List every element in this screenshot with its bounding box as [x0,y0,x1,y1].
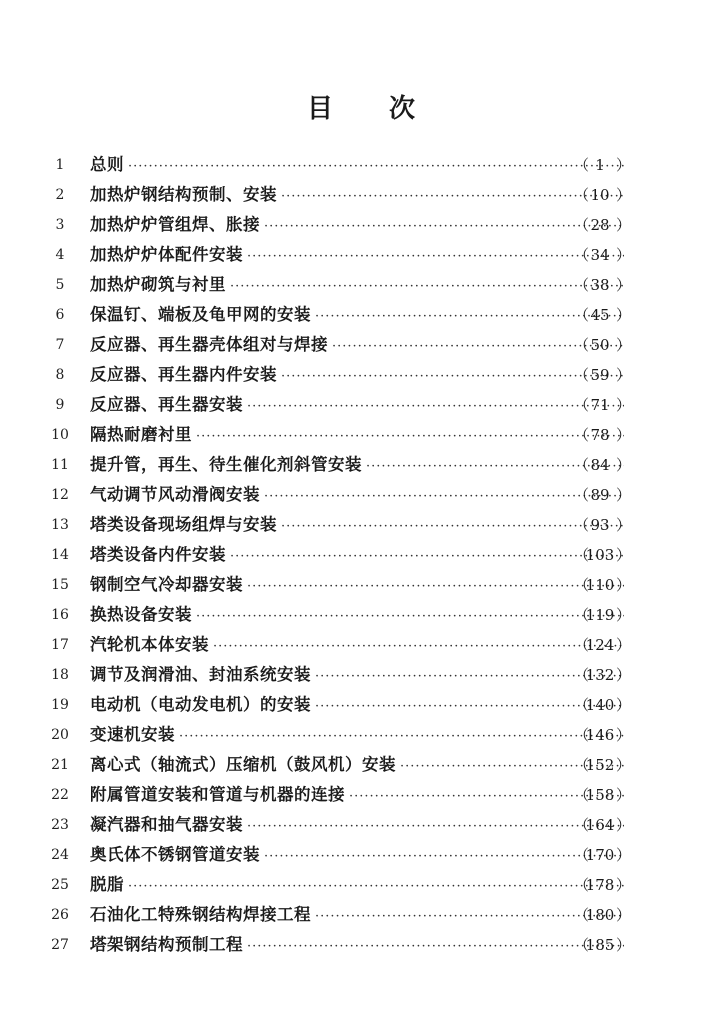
toc-entry-title: 奥氏体不锈钢管道安装 [90,845,260,864]
paren-close: ） [616,756,632,774]
paren-open: （ [574,516,590,534]
toc-entry-number: 8 [55,367,65,383]
toc-entry-line [90,300,632,332]
toc-entry-title: 加热炉砌筑与衬里 [90,275,226,294]
toc-page-number: 34 [590,246,610,264]
toc-entry-number: 7 [55,337,65,353]
paren-open: （ [574,546,590,564]
toc-entry-number: 4 [55,247,65,263]
toc-entry-line [90,510,632,542]
paren-open: （ [574,756,590,774]
paren-open: （ [574,636,590,654]
toc-page-number: 28 [590,216,610,234]
toc-entry [0,660,724,690]
toc-entry [0,180,724,210]
toc-entry-title: 汽轮机本体安装 [90,635,209,654]
toc-entry [0,360,724,390]
toc-entry-number: 17 [51,637,69,653]
toc-leader-dots [247,812,632,842]
toc-entry-title: 反应器、再生器安装 [90,395,243,414]
toc-page-number: 185 [585,936,615,954]
toc-entry-number: 13 [51,517,69,533]
toc-entry-line [90,840,632,872]
toc-entry [0,630,724,660]
toc-entry-title: 塔类设备现场组焊与安装 [90,515,277,534]
toc-entry [0,210,724,240]
toc-entry-line [90,540,632,572]
toc-entry-title: 气动调节风动滑阀安装 [90,485,260,504]
paren-open: （ [574,936,590,954]
toc-page-number: 50 [590,336,610,354]
toc-entry-line [90,270,632,302]
toc-entry [0,150,724,180]
toc-entry-number: 20 [51,727,69,743]
toc-page-number: 45 [590,306,610,324]
toc-entry [0,330,724,360]
toc-entry [0,240,724,270]
toc-entry-line [90,750,632,782]
paren-close: ） [616,306,632,324]
toc-entry-number: 3 [55,217,65,233]
paren-open: （ [574,366,590,384]
toc-leader-dots [247,932,632,962]
toc-entry [0,270,724,300]
toc-entry-title: 总则 [90,155,124,174]
paren-open: （ [574,426,590,444]
paren-close: ） [616,936,632,954]
toc-entry-number: 11 [51,457,69,473]
toc-entry-line [90,180,632,212]
paren-close: ） [616,246,632,264]
toc-entry-line [90,900,632,932]
toc-entry-page [572,540,632,570]
toc-page-number: 84 [590,456,610,474]
paren-close: ） [616,846,632,864]
toc-entry-page [572,270,632,300]
toc-entry-title: 变速机安装 [90,725,175,744]
toc-entry [0,540,724,570]
paren-open: （ [574,816,590,834]
toc-page-number: 164 [585,816,615,834]
toc-entry-line [90,570,632,602]
toc-entry-title: 塔架钢结构预制工程 [90,935,243,954]
toc-entry-line [90,330,632,362]
toc-entry-number: 22 [51,787,69,803]
toc-entry-page [572,360,632,390]
toc-entry [0,840,724,870]
paren-close: ） [616,426,632,444]
toc-entry-line [90,480,632,512]
paren-close: ） [616,456,632,474]
toc-entry [0,690,724,720]
toc-entry-title: 隔热耐磨衬里 [90,425,192,444]
toc-entry-page [572,480,632,510]
toc-entry-line [90,210,632,242]
toc-page-number: 124 [585,636,615,654]
toc-entry-page [572,660,632,690]
paren-close: ） [616,816,632,834]
paren-close: ） [616,786,632,804]
toc-page-number: 71 [590,396,610,414]
toc-entry-title: 加热炉炉管组焊、胀接 [90,215,260,234]
toc-entry-page [572,750,632,780]
toc-entry-number: 10 [51,427,69,443]
toc-entry-number: 6 [55,307,65,323]
toc-page-number: 158 [585,786,615,804]
toc-entry [0,930,724,960]
toc-entry-page [572,420,632,450]
toc-entry-title: 加热炉炉体配件安装 [90,245,243,264]
toc-entry [0,900,724,930]
toc-entry-line [90,600,632,632]
toc-entry-line [90,690,632,722]
toc-entry-number: 9 [55,397,65,413]
toc-entry-page [572,180,632,210]
toc-page-number: 110 [585,576,615,594]
toc-entry-page [572,240,632,270]
toc-leader-dots [264,212,632,242]
toc-page-number: 152 [585,756,615,774]
toc-entry [0,300,724,330]
toc-entry-line [90,930,632,962]
toc-entry-number: 5 [55,277,65,293]
paren-close: ） [616,606,632,624]
toc-entry-number: 1 [55,157,65,173]
toc-entry-number: 23 [51,817,69,833]
title-char-2: 次 [389,94,418,124]
paren-close: ） [616,876,632,894]
toc-entry [0,720,724,750]
paren-close: ） [616,906,632,924]
toc-entry-number: 18 [51,667,69,683]
toc-page-number: 78 [590,426,610,444]
toc-entry-page [572,570,632,600]
toc-entry [0,570,724,600]
toc-entry [0,810,724,840]
toc-entry-title: 石油化工特殊钢结构焊接工程 [90,905,311,924]
paren-open: （ [574,876,590,894]
toc-entry-title: 反应器、再生器壳体组对与焊接 [90,335,328,354]
toc-entry-page [572,870,632,900]
toc-entry-page [572,210,632,240]
toc-entry [0,870,724,900]
toc-entry-page [572,600,632,630]
paren-open: （ [574,696,590,714]
paren-close: ） [616,576,632,594]
toc-entry-line [90,360,632,392]
paren-open: （ [574,576,590,594]
toc-leader-dots [128,152,632,182]
toc-entry-page [572,450,632,480]
toc-entry-number: 16 [51,607,69,623]
toc-page-number: 59 [590,366,610,384]
toc-entry-page [572,930,632,960]
toc-entry [0,450,724,480]
toc-leader-dots [196,422,632,452]
toc-entry-number: 24 [51,847,69,863]
toc-leader-dots [213,632,632,662]
toc-page-number: 132 [585,666,615,684]
toc-entry-page [572,330,632,360]
paren-open: （ [574,726,590,744]
toc-entry-page [572,690,632,720]
toc-entry [0,510,724,540]
toc-entry-number: 14 [51,547,69,563]
toc-entry-line [90,720,632,752]
toc-entry-line [90,810,632,842]
toc-leader-dots [247,392,632,422]
toc-leader-dots [128,872,632,902]
toc-entry-number: 2 [55,187,65,203]
paren-open: （ [574,786,590,804]
toc-leader-dots [230,272,632,302]
paren-close: ） [616,696,632,714]
paren-close: ） [616,156,632,174]
toc-leader-dots [230,542,632,572]
toc-page-number: 38 [590,276,610,294]
toc-entry-title: 换热设备安装 [90,605,192,624]
toc-entry-page [572,300,632,330]
toc-leader-dots [264,842,632,872]
toc-entry-title: 保温钉、端板及龟甲网的安装 [90,305,311,324]
toc-entry-title: 调节及润滑油、封油系统安装 [90,665,311,684]
toc-entry [0,420,724,450]
toc-entry [0,600,724,630]
toc-entry-title: 反应器、再生器内件安装 [90,365,277,384]
toc-entry-page [572,390,632,420]
toc-entry [0,390,724,420]
toc-entry-line [90,450,632,482]
toc-page-number: 140 [585,696,615,714]
toc-page-number: 180 [585,906,615,924]
paren-close: ） [616,516,632,534]
paren-open: （ [574,456,590,474]
paren-close: ） [616,366,632,384]
toc-page-number: 119 [585,606,615,624]
toc-entry-title: 加热炉钢结构预制、安装 [90,185,277,204]
toc-entry-number: 12 [51,487,69,503]
toc-entry [0,750,724,780]
toc-leader-dots [247,572,632,602]
toc-page-number: 146 [585,726,615,744]
toc-entry-number: 15 [51,577,69,593]
toc-page-number: 1 [595,156,605,174]
toc-entry-title: 附属管道安装和管道与机器的连接 [90,785,345,804]
paren-close: ） [616,486,632,504]
paren-open: （ [574,246,590,264]
toc-entry-page [572,810,632,840]
paren-open: （ [574,606,590,624]
toc-entry-title: 塔类设备内件安装 [90,545,226,564]
paren-close: ） [616,216,632,234]
toc-entry-page [572,150,632,180]
toc-entry-page [572,780,632,810]
toc-entry-line [90,870,632,902]
toc-entry-number: 27 [51,937,69,953]
paren-close: ） [616,186,632,204]
toc-entry-title: 凝汽器和抽气器安装 [90,815,243,834]
toc-entry-page [572,630,632,660]
toc-entry-page [572,510,632,540]
toc-entry [0,480,724,510]
paren-open: （ [574,306,590,324]
toc-page-number: 93 [590,516,610,534]
page-title [0,88,724,125]
paren-open: （ [574,906,590,924]
toc-page-number: 178 [585,876,615,894]
paren-open: （ [574,186,590,204]
toc-leader-dots [247,242,632,272]
toc-entry-title: 电动机（电动发电机）的安装 [90,695,311,714]
toc-entry-line [90,390,632,422]
toc-entry-page [572,900,632,930]
paren-open: （ [574,666,590,684]
paren-close: ） [616,546,632,564]
toc-entry-title: 离心式（轴流式）压缩机（鼓风机）安装 [90,755,396,774]
toc-page-number: 170 [585,846,615,864]
toc-page-number: 10 [590,186,610,204]
paren-close: ） [616,336,632,354]
toc-entry-number: 26 [51,907,69,923]
toc-entry-line [90,150,632,182]
toc-entry-title: 提升管，再生、待生催化剂斜管安装 [90,455,362,474]
paren-open: （ [574,216,590,234]
toc-leader-dots [179,722,632,752]
toc-page-number: 89 [590,486,610,504]
paren-close: ） [616,666,632,684]
paren-close: ） [616,726,632,744]
paren-close: ） [616,636,632,654]
toc-entry-line [90,420,632,452]
paren-open: （ [574,156,590,174]
toc-entry-line [90,660,632,692]
paren-open: （ [574,276,590,294]
paren-open: （ [574,336,590,354]
toc-entry-line [90,630,632,662]
toc-entry-title: 钢制空气冷却器安装 [90,575,243,594]
toc-entry-number: 21 [51,757,69,773]
toc-entry-line [90,240,632,272]
paren-open: （ [574,396,590,414]
toc-leader-dots [196,602,632,632]
toc-entry [0,780,724,810]
toc-page-number: 103 [585,546,615,564]
paren-close: ） [616,396,632,414]
toc-leader-dots [264,482,632,512]
toc-entry-page [572,720,632,750]
paren-close: ） [616,276,632,294]
paren-open: （ [574,846,590,864]
toc-entry-page [572,840,632,870]
toc-entry-number: 25 [51,877,69,893]
paren-open: （ [574,486,590,504]
toc-entry-title: 脱脂 [90,875,124,894]
toc-entry-line [90,780,632,812]
toc-entry-number: 19 [51,697,69,713]
title-char-1: 目 [306,94,335,124]
